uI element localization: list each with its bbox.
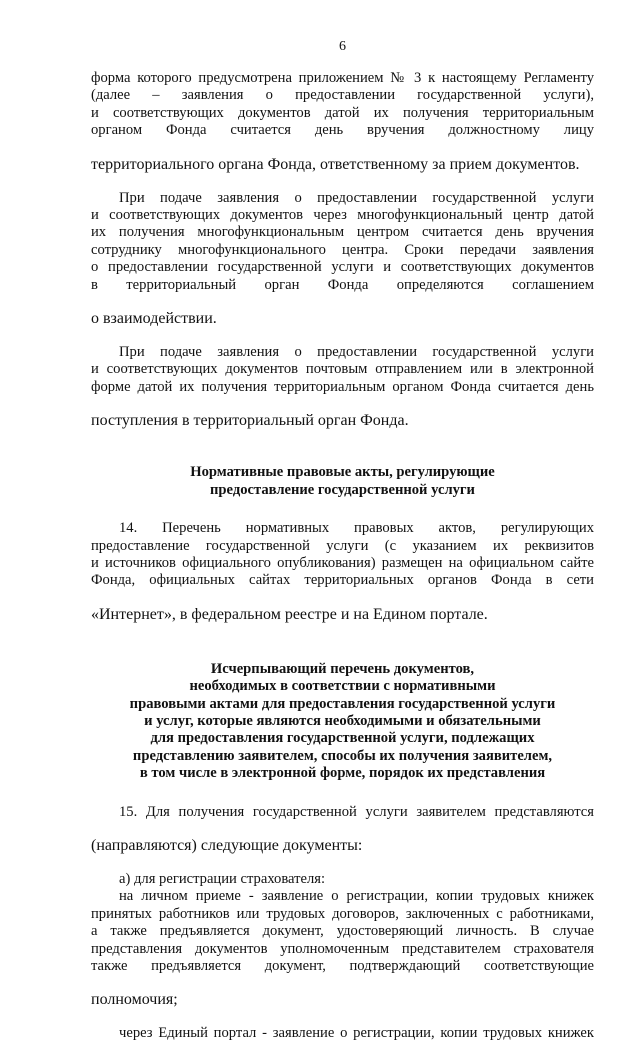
text-line: полномочия;: [91, 991, 178, 1009]
text-line: а также предъявляется документ, удостоверяющий личность. В случае: [91, 923, 594, 940]
paragraph-personal-reception: [91, 888, 594, 1009]
section-heading-legal-acts: [91, 464, 594, 499]
paragraph-15: [91, 804, 594, 855]
text-line: их получения многофункциональным центром считается день вручения: [91, 224, 594, 241]
heading-line: для предоставления государственной услуги, подлежащих: [150, 730, 535, 747]
heading-line: необходимых в соответствии с нормативными: [189, 678, 496, 695]
text-line: принятых работников или трудовых договоров, заключенных с работниками,: [91, 905, 594, 922]
text-line: и соответствующих документов через многофункциональный центр датой: [91, 207, 594, 224]
text-line: «Интернет», в федеральном реестре и на Едином портале.: [91, 605, 488, 623]
paragraph-application-date: [91, 70, 594, 174]
heading-line: правовыми актами для предоставления государственной услуги: [129, 695, 556, 712]
text-line: на личном приеме - заявление о регистрации, копии трудовых книжек: [119, 888, 594, 905]
text-line: (далее – заявления о предоставлении государственной услуги),: [91, 87, 594, 104]
heading-line: Исчерпывающий перечень документов,: [210, 660, 475, 677]
heading-line: в том числе в электронной форме, порядок их представления: [139, 765, 546, 782]
text-line: и соответствующих документов датой их получения территориальным: [91, 104, 594, 121]
paragraph-postal-submission: [91, 344, 594, 430]
text-line: 15. Для получения государственной услуги заявителем представляются: [119, 803, 594, 820]
text-line: представления документов уполномоченным представителем страхователя: [91, 940, 594, 957]
paragraph-mfc-submission: [91, 190, 594, 328]
text-line: Фонда, официальных сайтах территориальных органов Фонда в сети: [91, 572, 594, 589]
heading-line: представлению заявителем, способы их получения заявителем,: [132, 747, 553, 764]
text-line: предоставление государственной услуги (с указанием их реквизитов: [91, 537, 594, 554]
text-line: сотруднику многофункционального центра. Сроки передачи заявления: [91, 241, 594, 258]
paragraph-14: [91, 520, 594, 624]
heading-line: и услуг, которые являются необходимыми и обязательными: [144, 712, 541, 729]
page-number: 6: [339, 39, 346, 54]
text-line: также предъявляется документ, подтверждающий соответствующие: [91, 958, 594, 974]
text-line: о взаимодействии.: [91, 310, 217, 328]
text-line: и соответствующих документов почтовым отправлением или в электронной: [91, 361, 594, 378]
text-line: При подаче заявления о предоставлении государственной услуги: [119, 189, 594, 206]
text-line: форма которого предусмотрена приложением № 3 к настоящему Регламенту: [91, 70, 594, 86]
heading-line: предоставление государственной услуги: [210, 481, 475, 498]
paragraph-unified-portal: через Единый портал - заявление о регистрации, копии трудовых книжек: [119, 1025, 594, 1042]
text-line: и источников официального опубликования) размещен на официальном сайте: [91, 554, 594, 571]
heading-line: Нормативные правовые акты, регулирующие: [190, 464, 495, 481]
text-line: поступления в территориальный орган Фонда.: [91, 412, 409, 430]
text-line: территориального органа Фонда, ответственному за прием документов.: [91, 155, 580, 173]
subitem-a: а) для регистрации страхователя:: [119, 870, 326, 887]
section-heading-documents-list: [91, 661, 594, 783]
text-line: 14. Перечень нормативных правовых актов, регулирующих: [119, 520, 594, 537]
text-line: форме датой их получения территориальным органом Фонда считается день: [91, 378, 594, 395]
text-line: При подаче заявления о предоставлении государственной услуги: [119, 344, 594, 361]
text-line: о предоставлении государственной услуги и соответствующих документов: [91, 259, 594, 276]
text-line: органом Фонда считается день вручения должностному лицу: [91, 122, 594, 139]
text-line: в территориальный орган Фонда определяются соглашением: [91, 276, 594, 293]
text-line: (направляются) следующие документы:: [91, 836, 363, 854]
